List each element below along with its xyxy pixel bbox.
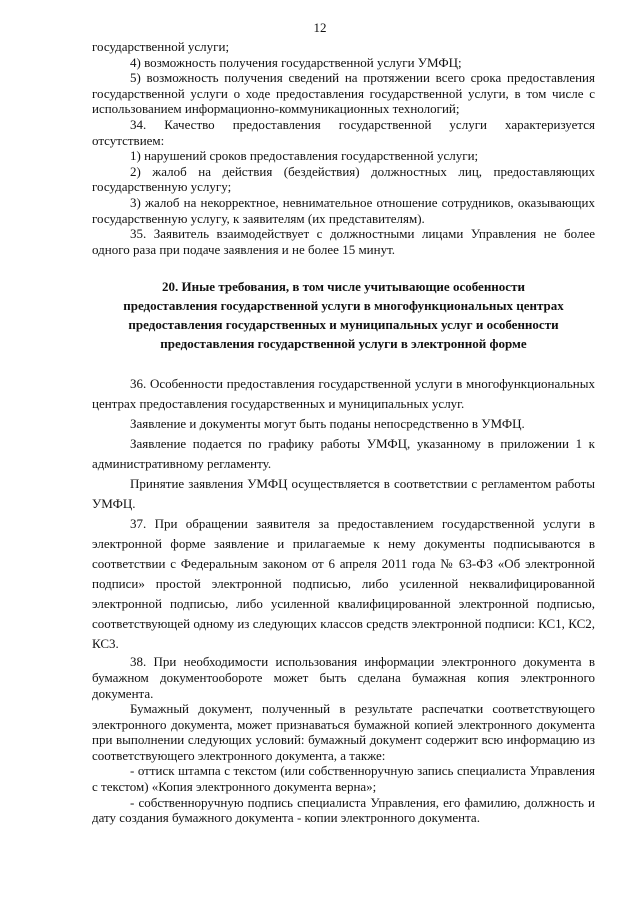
paragraph: 5) возможность получения сведений на протяжении всего срока предоставления государственной услуги о ходе предоставления государственной услуги, в том числе с использованием информационно-коммуникационных технологий; — [92, 70, 595, 117]
paragraph: Заявление и документы могут быть поданы непосредственно в УМФЦ. — [130, 416, 525, 432]
paragraph: Принятие заявления УМФЦ осуществляется в соответствии с регламентом работы УМФЦ. — [92, 476, 595, 512]
paragraph: 37. При обращении заявителя за предоставлением государственной услуги в электронной форме заявление и прилагаемые к нему документы подписываются в соответствии с Федеральным законом от 6 апреля 2011 года № 63-ФЗ «Об электронной подписи» простой электронной подписью, либо усиленной неквалифицированной электронной подписью, либо усиленной квалифицированной электронной подписью, соответствующей одному из следующих классов средств электронной подписи: КС1, КС2, КС3. — [92, 516, 595, 652]
paragraph: Бумажный документ, полученный в результате распечатки соответствующего электронного документа, может признаваться бумажной копией электронного документа при выполнении следующих условий: бумажный документ содержит всю информацию из соответствующего электронного документа, а также: — [92, 701, 595, 763]
paragraph: 1) нарушений сроков предоставления государственной услуги; — [130, 148, 479, 164]
paragraph: государственной услуги; — [92, 39, 230, 54]
paragraph: 3) жалоб на некорректное, невнимательное отношение сотрудников, оказывающих государственную услугу, к заявителям (их представителям). — [92, 194, 595, 226]
paragraph: 36. Особенности предоставления государственной услуги в многофункциональных центрах предоставления государственных и муниципальных услуг. — [92, 376, 595, 412]
paragraph: Заявление подается по графику работы УМФЦ, указанному в приложении 1 к административному регламенту. — [92, 436, 595, 472]
heading-line: предоставления государственной услуги в многофункциональных центрах — [123, 298, 564, 314]
paragraph: - оттиск штампа с текстом (или собственноручную запись специалиста Управления с текстом) «Копия электронного документа верна»; — [92, 763, 595, 795]
heading-line: предоставления государственной услуги в электронной форме — [160, 336, 527, 352]
paragraph: 34. Качество предоставления государственной услуги характеризуется отсутствием: — [92, 116, 595, 148]
paragraph: - собственноручную подпись специалиста Управления, его фамилию, должность и дату создания бумажного документа - копии электронного документа. — [92, 794, 595, 826]
paragraph: 35. Заявитель взаимодействует с должностными лицами Управления не более одного раза при подаче заявления и не более 15 минут. — [92, 226, 595, 257]
document-body — [92, 39, 595, 826]
heading-line: 20. Иные требования, в том числе учитывающие особенности — [162, 279, 525, 295]
page-number: 12 — [313, 20, 327, 35]
heading-line: предоставления государственных и муниципальных услуг и особенности — [128, 317, 559, 333]
paragraph: 4) возможность получения государственной услуги УМФЦ; — [130, 54, 462, 70]
paragraph: 2) жалоб на действия (бездействия) должностных лиц, предоставляющих государственную услугу; — [92, 163, 595, 195]
paragraph: 38. При необходимости использования информации электронного документа в бумажном документообороте может быть сделана бумажная копия электронного документа. — [92, 654, 595, 701]
section-heading — [92, 277, 595, 353]
